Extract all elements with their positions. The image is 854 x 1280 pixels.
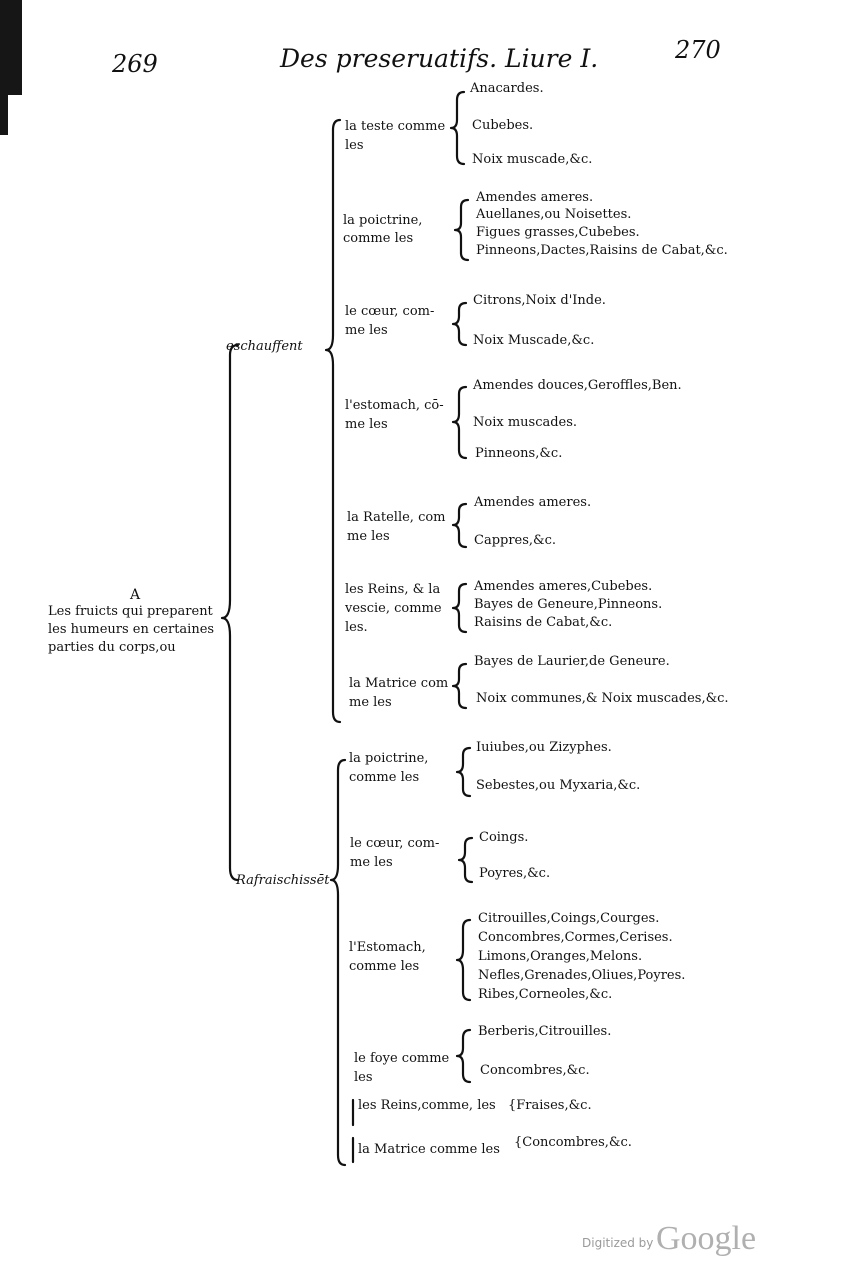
body-part-label: la Ratelle, com (347, 510, 446, 525)
fruit-item: Noix Muscade,&c. (473, 333, 595, 348)
body-part-label: les (354, 1070, 373, 1085)
body-part-label: les (345, 138, 364, 153)
body-part-label: comme les (349, 959, 420, 974)
fruit-item: Bayes de Laurier,de Geneure. (474, 654, 670, 669)
body-part-label: me les (345, 323, 388, 338)
branch-label-rafraischissent: Rafraischissēt (236, 873, 330, 888)
fruit-item: Sebestes,ou Myxaria,&c. (476, 778, 641, 793)
fruit-item: Cubebes. (472, 118, 534, 133)
fruit-item: Raisins de Cabat,&c. (474, 615, 613, 630)
branch-label-eschauffent: eschauffent (226, 339, 303, 354)
fruit-item: Poyres,&c. (479, 866, 551, 881)
running-title: Des preseruatifs. Liure I. (280, 44, 599, 73)
body-part-label: vescie, comme (345, 601, 442, 616)
body-part-label: les Reins, & la (345, 582, 441, 597)
fruit-item: {Concombres,&c. (514, 1135, 632, 1150)
fruit-item: Noix muscades. (473, 415, 578, 430)
body-part-label: comme les (343, 231, 414, 246)
fruit-item: Cappres,&c. (474, 533, 557, 548)
root-line: parties du corps,ou (48, 640, 176, 655)
fruit-item: {Fraises,&c. (508, 1098, 592, 1113)
fruit-item: Pinneons,Dactes,Raisins de Cabat,&c. (476, 243, 728, 258)
fruit-item: Concombres,Cormes,Cerises. (478, 930, 673, 945)
fruit-item: Coings. (479, 830, 529, 845)
fruit-item: Pinneons,&c. (475, 446, 563, 461)
fruit-item: Citrouilles,Coings,Courges. (478, 911, 660, 926)
fruit-item: Bayes de Geneure,Pinneons. (474, 597, 663, 612)
body-part-label: me les (347, 529, 390, 544)
fruit-item: Anacardes. (470, 81, 544, 96)
fruit-item-text: Fraises,&c. (516, 1098, 592, 1113)
fruit-item: Auellanes,ou Noisettes. (476, 207, 632, 222)
body-part-label: les Reins,comme, les (358, 1098, 496, 1113)
fruit-item-text: Concombres,&c. (522, 1135, 632, 1150)
root-line: les humeurs en certaines (48, 622, 215, 637)
fruit-item: Citrons,Noix d'Inde. (473, 293, 606, 308)
body-part-label: la poictrine, (343, 213, 423, 228)
fruit-item: Noix communes,& Noix muscades,&c. (476, 691, 729, 706)
fruit-item: Limons,Oranges,Melons. (478, 949, 643, 964)
body-part-label: le foye comme (354, 1051, 450, 1066)
body-part-label: le cœur, com- (345, 304, 435, 319)
body-part-label: la teste comme (345, 119, 446, 134)
fruit-item: Berberis,Citrouilles. (478, 1024, 612, 1039)
root-letter: A (130, 587, 141, 603)
body-part-label: la poictrine, (349, 751, 429, 766)
digitized-by-label: Digitized by (582, 1236, 654, 1250)
fruit-item: Nefles,Grenades,Oliues,Poyres. (478, 968, 686, 983)
page-number-right: 270 (675, 36, 721, 64)
body-part-label: les. (345, 620, 368, 635)
fruit-item: Ribes,Corneoles,&c. (478, 987, 613, 1002)
page-number-left: 269 (112, 50, 158, 78)
body-part-label: me les (349, 695, 392, 710)
fruit-item: Amendes ameres. (476, 190, 594, 205)
body-part-label: comme les (349, 770, 420, 785)
body-part-label: l'Estomach, (349, 940, 426, 955)
fruit-item: Amendes ameres,Cubebes. (474, 579, 653, 594)
body-part-label: la Matrice com (349, 676, 449, 691)
fruit-item: Amendes ameres. (474, 495, 592, 510)
body-part-label: le cœur, com- (350, 836, 440, 851)
fruit-item: Amendes douces,Geroffles,Ben. (473, 378, 682, 393)
fruit-item: Concombres,&c. (480, 1063, 590, 1078)
body-part-label: l'estomach, cō- (345, 398, 444, 413)
body-part-label: la Matrice comme les (358, 1142, 500, 1157)
google-logo: Google (656, 1220, 757, 1257)
fruit-item: Figues grasses,Cubebes. (476, 225, 640, 240)
body-part-label: me les (350, 855, 393, 870)
fruit-item: Noix muscade,&c. (472, 152, 593, 167)
root-line: Les fruicts qui preparent (48, 604, 213, 619)
body-part-label: me les (345, 417, 388, 432)
fruit-item: Iuiubes,ou Zizyphes. (476, 740, 612, 755)
